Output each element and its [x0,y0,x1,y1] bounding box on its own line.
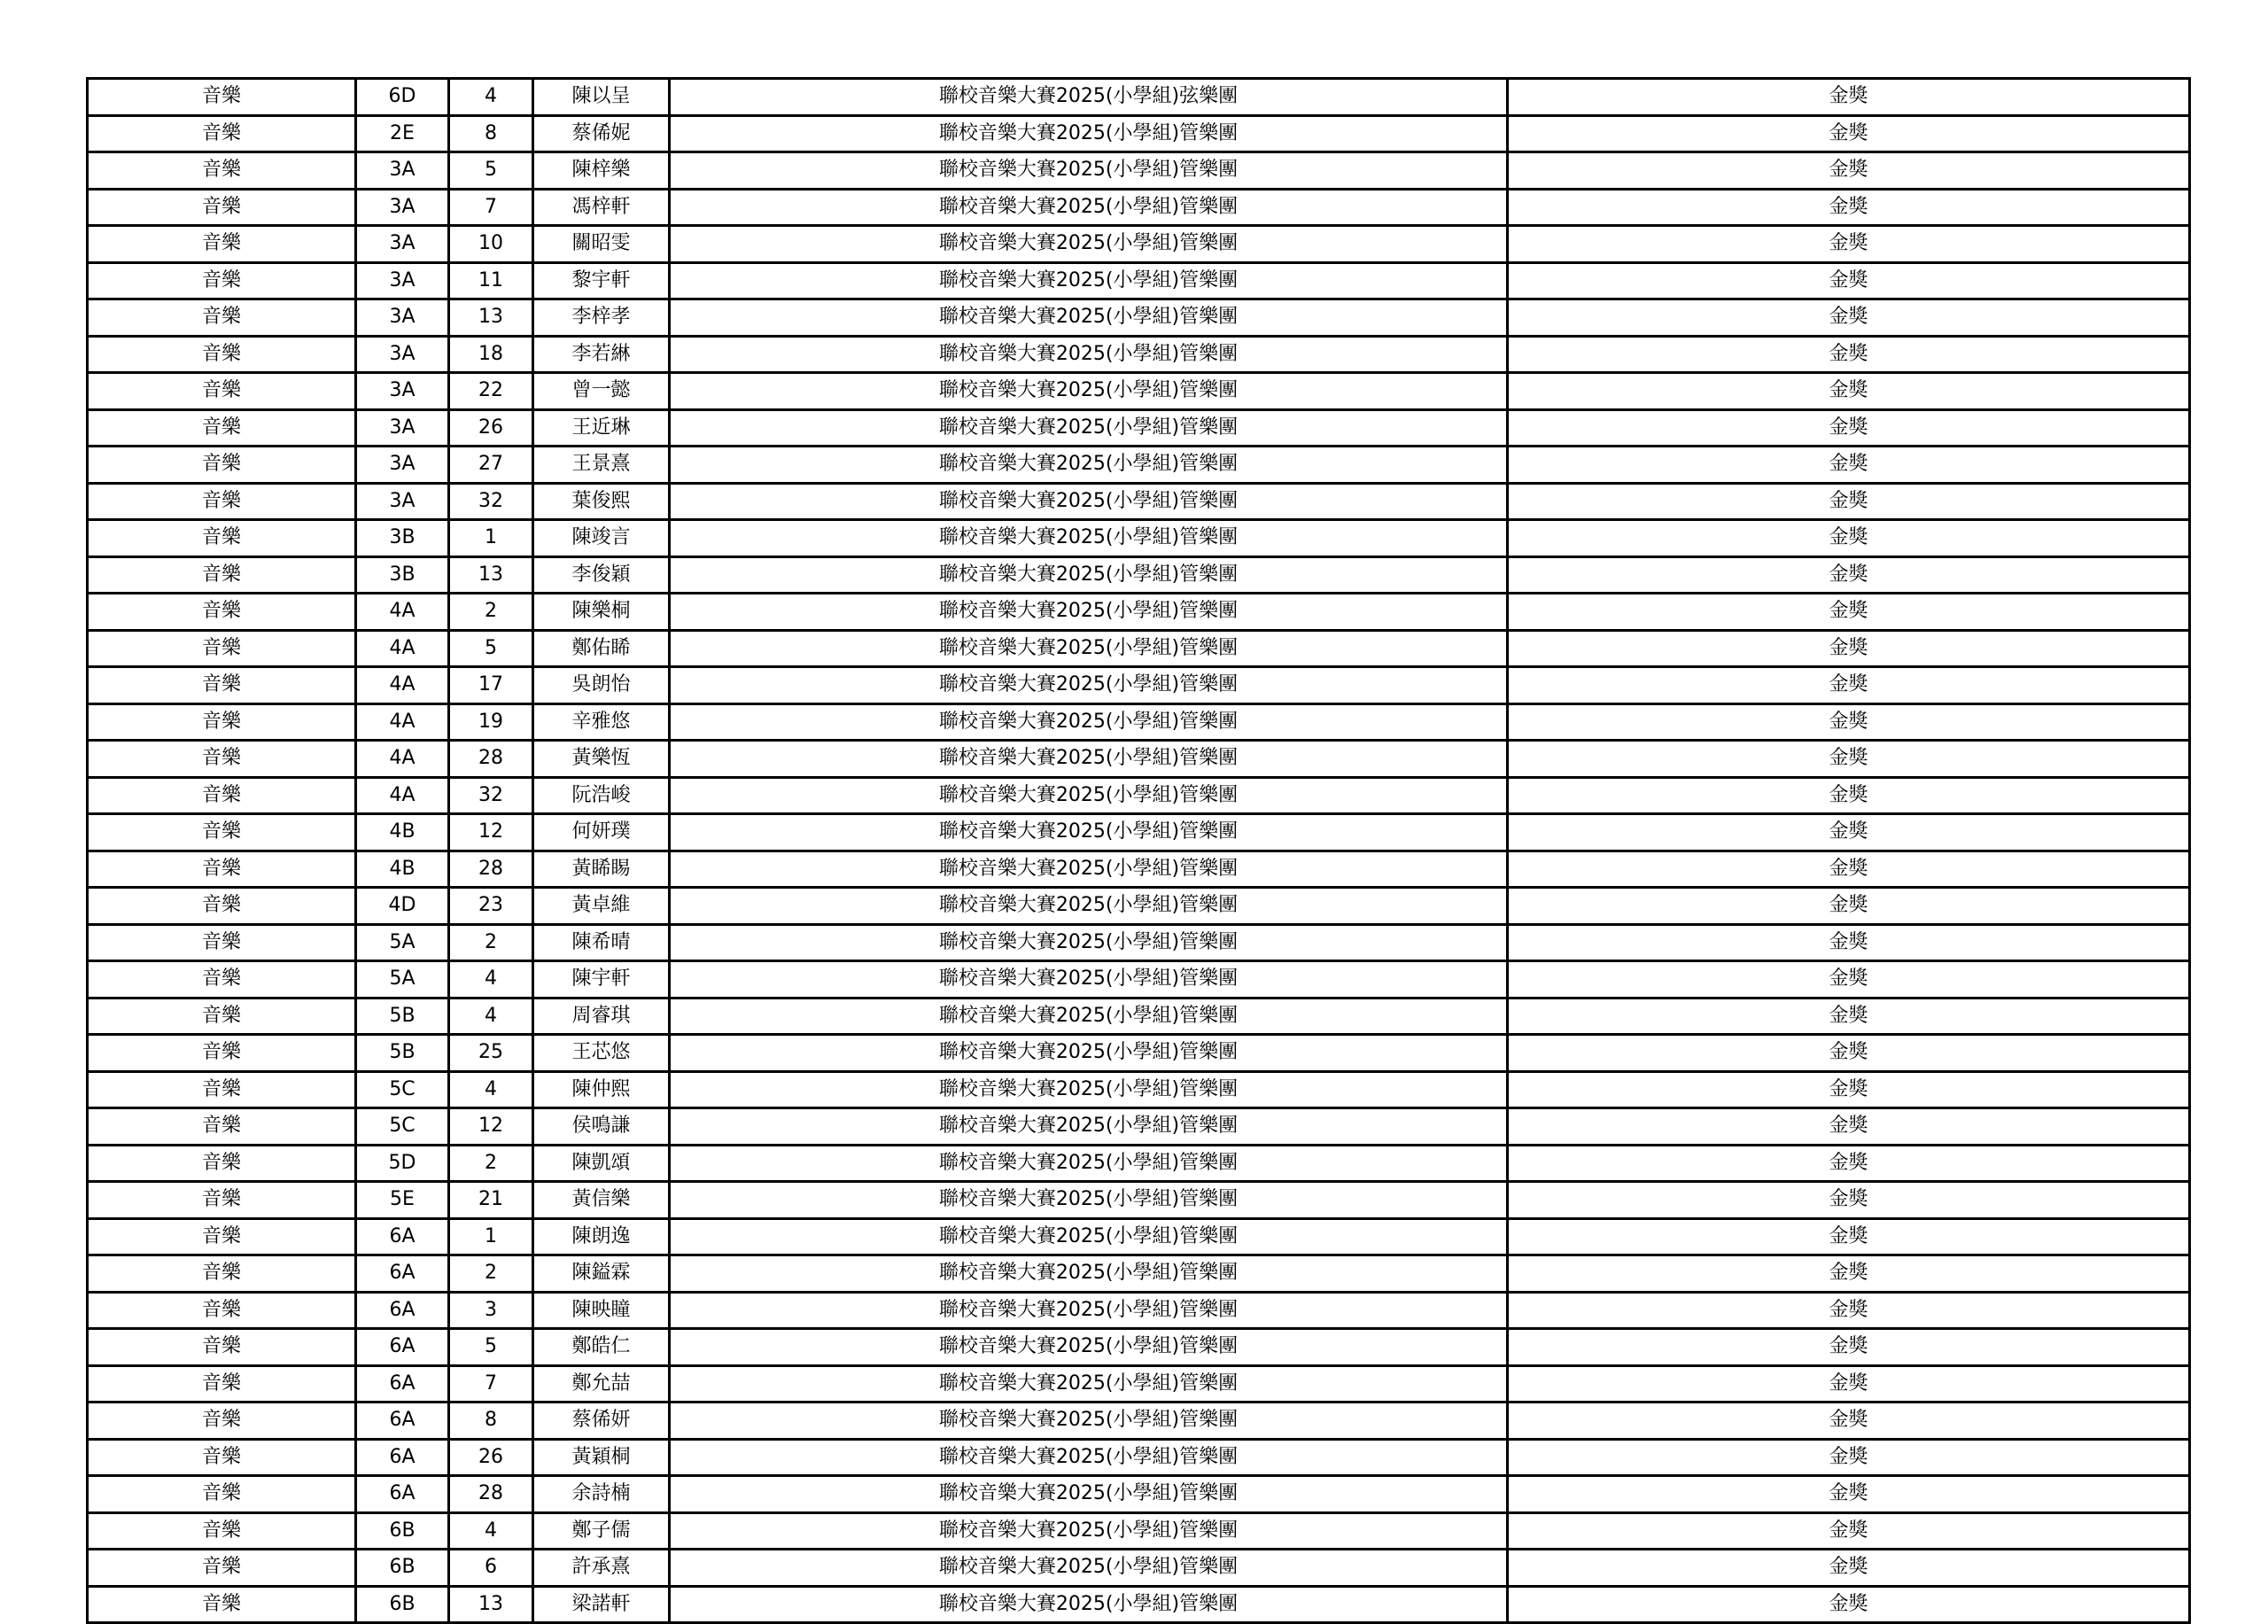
student-name-cell: 阮浩峻 [533,777,670,814]
table-row [88,814,2190,851]
award-cell: 金獎 [1508,630,2190,667]
class-cell: 6A [356,1439,449,1476]
subject-cell: 音樂 [88,189,356,226]
competition-cell: 聯校音樂大賽2025(小學組)管樂團 [670,851,1508,888]
table-row [88,556,2190,594]
table-row [88,1329,2190,1366]
student-name-cell: 李若綝 [533,336,670,373]
table-row [88,594,2190,631]
class-number-cell: 8 [449,1403,533,1440]
class-cell: 6A [356,1292,449,1329]
competition-cell: 聯校音樂大賽2025(小學組)管樂團 [670,1439,1508,1476]
subject-cell: 音樂 [88,667,356,704]
class-number-cell: 13 [449,556,533,594]
award-cell: 金獎 [1508,1586,2190,1623]
class-cell: 3A [356,409,449,447]
table-row [88,1365,2190,1403]
class-cell: 3A [356,447,449,484]
award-cell: 金獎 [1508,1439,2190,1476]
competition-cell: 聯校音樂大賽2025(小學組)管樂團 [670,1292,1508,1329]
table-row [88,115,2190,152]
student-name-cell: 何妍璞 [533,814,670,851]
subject-cell: 音樂 [88,851,356,888]
award-cell: 金獎 [1508,299,2190,337]
award-cell: 金獎 [1508,888,2190,925]
subject-cell: 音樂 [88,703,356,741]
award-cell: 金獎 [1508,409,2190,447]
award-cell: 金獎 [1508,998,2190,1035]
award-cell: 金獎 [1508,1292,2190,1329]
competition-cell: 聯校音樂大賽2025(小學組)管樂團 [670,556,1508,594]
subject-cell: 音樂 [88,1218,356,1255]
class-cell: 6B [356,1512,449,1550]
competition-cell: 聯校音樂大賽2025(小學組)管樂團 [670,1108,1508,1146]
class-cell: 5A [356,924,449,961]
subject-cell: 音樂 [88,1292,356,1329]
table-row [88,299,2190,337]
award-cell: 金獎 [1508,447,2190,484]
class-number-cell: 26 [449,1439,533,1476]
class-cell: 6A [356,1255,449,1293]
table-row [88,1550,2190,1587]
award-cell: 金獎 [1508,1182,2190,1219]
class-cell: 4A [356,630,449,667]
class-number-cell: 1 [449,1218,533,1255]
class-cell: 5B [356,998,449,1035]
class-number-cell: 12 [449,814,533,851]
competition-cell: 聯校音樂大賽2025(小學組)管樂團 [670,630,1508,667]
class-cell: 6A [356,1476,449,1513]
table-row [88,373,2190,410]
class-cell: 3B [356,520,449,557]
subject-cell: 音樂 [88,814,356,851]
award-table [86,77,2191,1624]
award-cell: 金獎 [1508,1550,2190,1587]
subject-cell: 音樂 [88,373,356,410]
subject-cell: 音樂 [88,998,356,1035]
class-number-cell: 22 [449,373,533,410]
subject-cell: 音樂 [88,1550,356,1587]
class-cell: 3A [356,299,449,337]
class-cell: 3A [356,483,449,520]
competition-cell: 聯校音樂大賽2025(小學組)管樂團 [670,667,1508,704]
competition-cell: 聯校音樂大賽2025(小學組)管樂團 [670,299,1508,337]
class-number-cell: 19 [449,703,533,741]
class-number-cell: 4 [449,79,533,116]
competition-cell: 聯校音樂大賽2025(小學組)管樂團 [670,888,1508,925]
table-row [88,1292,2190,1329]
subject-cell: 音樂 [88,1403,356,1440]
class-number-cell: 7 [449,1365,533,1403]
student-name-cell: 許承熹 [533,1550,670,1587]
table-row [88,924,2190,961]
class-number-cell: 11 [449,262,533,299]
award-cell: 金獎 [1508,1255,2190,1293]
class-cell: 3A [356,262,449,299]
competition-cell: 聯校音樂大賽2025(小學組)管樂團 [670,1255,1508,1293]
student-name-cell: 蔡俙妍 [533,1403,670,1440]
subject-cell: 音樂 [88,1586,356,1623]
award-cell: 金獎 [1508,115,2190,152]
class-cell: 6B [356,1586,449,1623]
competition-cell: 聯校音樂大賽2025(小學組)管樂團 [670,189,1508,226]
subject-cell: 音樂 [88,262,356,299]
subject-cell: 音樂 [88,226,356,263]
award-cell: 金獎 [1508,1035,2190,1072]
class-number-cell: 4 [449,1512,533,1550]
subject-cell: 音樂 [88,336,356,373]
class-number-cell: 12 [449,1108,533,1146]
competition-cell: 聯校音樂大賽2025(小學組)管樂團 [670,1476,1508,1513]
class-cell: 6D [356,79,449,116]
class-number-cell: 8 [449,115,533,152]
class-number-cell: 13 [449,1586,533,1623]
competition-cell: 聯校音樂大賽2025(小學組)管樂團 [670,373,1508,410]
award-cell: 金獎 [1508,741,2190,778]
subject-cell: 音樂 [88,1035,356,1072]
competition-cell: 聯校音樂大賽2025(小學組)管樂團 [670,1550,1508,1587]
award-cell: 金獎 [1508,152,2190,190]
class-number-cell: 4 [449,998,533,1035]
student-name-cell: 李梓孝 [533,299,670,337]
student-name-cell: 葉俊熙 [533,483,670,520]
student-name-cell: 陳凱頌 [533,1145,670,1182]
competition-cell: 聯校音樂大賽2025(小學組)管樂團 [670,741,1508,778]
competition-cell: 聯校音樂大賽2025(小學組)弦樂團 [670,79,1508,116]
class-number-cell: 23 [449,888,533,925]
subject-cell: 音樂 [88,924,356,961]
class-number-cell: 25 [449,1035,533,1072]
competition-cell: 聯校音樂大賽2025(小學組)管樂團 [670,703,1508,741]
award-cell: 金獎 [1508,777,2190,814]
competition-cell: 聯校音樂大賽2025(小學組)管樂團 [670,1145,1508,1182]
student-name-cell: 蔡俙妮 [533,115,670,152]
table-row [88,262,2190,299]
table-row [88,851,2190,888]
class-cell: 4B [356,814,449,851]
class-cell: 6B [356,1550,449,1587]
class-cell: 3B [356,556,449,594]
class-cell: 3A [356,373,449,410]
student-name-cell: 吳朗怡 [533,667,670,704]
class-cell: 4D [356,888,449,925]
table-row [88,777,2190,814]
table-row [88,447,2190,484]
competition-cell: 聯校音樂大賽2025(小學組)管樂團 [670,1071,1508,1108]
class-cell: 6A [356,1218,449,1255]
table-row [88,483,2190,520]
subject-cell: 音樂 [88,1365,356,1403]
competition-cell: 聯校音樂大賽2025(小學組)管樂團 [670,594,1508,631]
competition-cell: 聯校音樂大賽2025(小學組)管樂團 [670,1218,1508,1255]
award-cell: 金獎 [1508,667,2190,704]
award-cell: 金獎 [1508,1365,2190,1403]
class-number-cell: 2 [449,1255,533,1293]
student-name-cell: 陳梓樂 [533,152,670,190]
class-number-cell: 32 [449,777,533,814]
class-number-cell: 5 [449,630,533,667]
table-row [88,630,2190,667]
table-row [88,1182,2190,1219]
competition-cell: 聯校音樂大賽2025(小學組)管樂團 [670,1182,1508,1219]
student-name-cell: 陳朗逸 [533,1218,670,1255]
award-cell: 金獎 [1508,1403,2190,1440]
subject-cell: 音樂 [88,447,356,484]
student-name-cell: 陳映瞳 [533,1292,670,1329]
table-row [88,1476,2190,1513]
award-cell: 金獎 [1508,1476,2190,1513]
subject-cell: 音樂 [88,1108,356,1146]
student-name-cell: 黃信樂 [533,1182,670,1219]
subject-cell: 音樂 [88,409,356,447]
subject-cell: 音樂 [88,1255,356,1293]
class-number-cell: 32 [449,483,533,520]
class-number-cell: 28 [449,1476,533,1513]
student-name-cell: 周睿琪 [533,998,670,1035]
student-name-cell: 鄭允喆 [533,1365,670,1403]
student-name-cell: 黃樂恆 [533,741,670,778]
student-name-cell: 王景熹 [533,447,670,484]
class-cell: 4A [356,777,449,814]
student-name-cell: 陳希晴 [533,924,670,961]
award-cell: 金獎 [1508,556,2190,594]
award-cell: 金獎 [1508,189,2190,226]
competition-cell: 聯校音樂大賽2025(小學組)管樂團 [670,115,1508,152]
award-cell: 金獎 [1508,226,2190,263]
class-cell: 4A [356,741,449,778]
table-row [88,703,2190,741]
class-number-cell: 2 [449,1145,533,1182]
competition-cell: 聯校音樂大賽2025(小學組)管樂團 [670,924,1508,961]
award-table-body [88,79,2190,1623]
table-row [88,1512,2190,1550]
subject-cell: 音樂 [88,1439,356,1476]
class-cell: 5B [356,1035,449,1072]
table-row [88,667,2190,704]
award-cell: 金獎 [1508,1145,2190,1182]
subject-cell: 音樂 [88,1182,356,1219]
class-cell: 4A [356,703,449,741]
student-name-cell: 余詩楠 [533,1476,670,1513]
class-number-cell: 26 [449,409,533,447]
competition-cell: 聯校音樂大賽2025(小學組)管樂團 [670,447,1508,484]
award-cell: 金獎 [1508,594,2190,631]
award-cell: 金獎 [1508,814,2190,851]
subject-cell: 音樂 [88,961,356,998]
student-name-cell: 曾一懿 [533,373,670,410]
competition-cell: 聯校音樂大賽2025(小學組)管樂團 [670,1365,1508,1403]
table-row [88,741,2190,778]
competition-cell: 聯校音樂大賽2025(小學組)管樂團 [670,814,1508,851]
award-cell: 金獎 [1508,483,2190,520]
subject-cell: 音樂 [88,777,356,814]
table-row [88,409,2190,447]
award-cell: 金獎 [1508,336,2190,373]
competition-cell: 聯校音樂大賽2025(小學組)管樂團 [670,998,1508,1035]
class-number-cell: 2 [449,924,533,961]
award-cell: 金獎 [1508,924,2190,961]
award-cell: 金獎 [1508,703,2190,741]
class-number-cell: 5 [449,1329,533,1366]
table-row [88,226,2190,263]
class-number-cell: 4 [449,1071,533,1108]
subject-cell: 音樂 [88,299,356,337]
student-name-cell: 鄭佑睎 [533,630,670,667]
subject-cell: 音樂 [88,888,356,925]
class-number-cell: 28 [449,741,533,778]
class-number-cell: 3 [449,1292,533,1329]
table-row [88,1071,2190,1108]
subject-cell: 音樂 [88,115,356,152]
student-name-cell: 陳仲熙 [533,1071,670,1108]
class-cell: 5A [356,961,449,998]
subject-cell: 音樂 [88,741,356,778]
award-cell: 金獎 [1508,961,2190,998]
class-number-cell: 21 [449,1182,533,1219]
student-name-cell: 馮梓軒 [533,189,670,226]
subject-cell: 音樂 [88,594,356,631]
class-number-cell: 2 [449,594,533,631]
table-row [88,1108,2190,1146]
subject-cell: 音樂 [88,152,356,190]
competition-cell: 聯校音樂大賽2025(小學組)管樂團 [670,1512,1508,1550]
table-row [88,1145,2190,1182]
table-row [88,336,2190,373]
award-cell: 金獎 [1508,1108,2190,1146]
award-cell: 金獎 [1508,373,2190,410]
class-cell: 5D [356,1145,449,1182]
competition-cell: 聯校音樂大賽2025(小學組)管樂團 [670,483,1508,520]
award-cell: 金獎 [1508,851,2190,888]
class-cell: 6A [356,1403,449,1440]
award-cell: 金獎 [1508,262,2190,299]
class-cell: 6A [356,1329,449,1366]
competition-cell: 聯校音樂大賽2025(小學組)管樂團 [670,961,1508,998]
competition-cell: 聯校音樂大賽2025(小學組)管樂團 [670,1329,1508,1366]
table-row [88,1403,2190,1440]
table-row [88,1035,2190,1072]
student-name-cell: 侯鳴謙 [533,1108,670,1146]
student-name-cell: 梁諾軒 [533,1586,670,1623]
competition-cell: 聯校音樂大賽2025(小學組)管樂團 [670,1403,1508,1440]
subject-cell: 音樂 [88,483,356,520]
student-name-cell: 黎宇軒 [533,262,670,299]
table-row [88,1586,2190,1623]
subject-cell: 音樂 [88,1145,356,1182]
competition-cell: 聯校音樂大賽2025(小學組)管樂團 [670,336,1508,373]
subject-cell: 音樂 [88,1071,356,1108]
class-cell: 3A [356,336,449,373]
award-cell: 金獎 [1508,1071,2190,1108]
subject-cell: 音樂 [88,630,356,667]
award-cell: 金獎 [1508,1512,2190,1550]
award-cell: 金獎 [1508,1329,2190,1366]
award-cell: 金獎 [1508,520,2190,557]
subject-cell: 音樂 [88,1476,356,1513]
table-row [88,961,2190,998]
student-name-cell: 陳竣言 [533,520,670,557]
competition-cell: 聯校音樂大賽2025(小學組)管樂團 [670,226,1508,263]
award-cell: 金獎 [1508,1218,2190,1255]
table-row [88,152,2190,190]
class-cell: 3A [356,152,449,190]
student-name-cell: 黃卓維 [533,888,670,925]
table-row [88,1218,2190,1255]
student-name-cell: 黃睎睗 [533,851,670,888]
class-cell: 4A [356,667,449,704]
class-number-cell: 1 [449,520,533,557]
class-cell: 3A [356,189,449,226]
class-cell: 2E [356,115,449,152]
class-number-cell: 13 [449,299,533,337]
class-number-cell: 6 [449,1550,533,1587]
class-number-cell: 5 [449,152,533,190]
class-number-cell: 27 [449,447,533,484]
subject-cell: 音樂 [88,556,356,594]
student-name-cell: 鄭子儒 [533,1512,670,1550]
student-name-cell: 鄭皓仁 [533,1329,670,1366]
student-name-cell: 陳樂桐 [533,594,670,631]
class-number-cell: 4 [449,961,533,998]
class-number-cell: 10 [449,226,533,263]
competition-cell: 聯校音樂大賽2025(小學組)管樂團 [670,520,1508,557]
student-name-cell: 陳以呈 [533,79,670,116]
subject-cell: 音樂 [88,520,356,557]
class-cell: 5C [356,1108,449,1146]
table-row [88,998,2190,1035]
subject-cell: 音樂 [88,1512,356,1550]
competition-cell: 聯校音樂大賽2025(小學組)管樂團 [670,1035,1508,1072]
class-cell: 4A [356,594,449,631]
table-row [88,888,2190,925]
competition-cell: 聯校音樂大賽2025(小學組)管樂團 [670,1586,1508,1623]
table-row [88,189,2190,226]
competition-cell: 聯校音樂大賽2025(小學組)管樂團 [670,152,1508,190]
class-number-cell: 17 [449,667,533,704]
student-name-cell: 關昭雯 [533,226,670,263]
class-cell: 5C [356,1071,449,1108]
award-cell: 金獎 [1508,79,2190,116]
table-row [88,520,2190,557]
student-name-cell: 王芯悠 [533,1035,670,1072]
subject-cell: 音樂 [88,79,356,116]
student-name-cell: 黃穎桐 [533,1439,670,1476]
class-number-cell: 28 [449,851,533,888]
student-name-cell: 李俊穎 [533,556,670,594]
student-name-cell: 陳鎰霖 [533,1255,670,1293]
competition-cell: 聯校音樂大賽2025(小學組)管樂團 [670,777,1508,814]
student-name-cell: 陳宇軒 [533,961,670,998]
competition-cell: 聯校音樂大賽2025(小學組)管樂團 [670,409,1508,447]
table-row [88,79,2190,116]
class-cell: 3A [356,226,449,263]
competition-cell: 聯校音樂大賽2025(小學組)管樂團 [670,262,1508,299]
class-cell: 5E [356,1182,449,1219]
class-number-cell: 18 [449,336,533,373]
student-name-cell: 王近琳 [533,409,670,447]
class-number-cell: 7 [449,189,533,226]
student-name-cell: 辛雅悠 [533,703,670,741]
table-row [88,1255,2190,1293]
subject-cell: 音樂 [88,1329,356,1366]
table-row [88,1439,2190,1476]
class-cell: 6A [356,1365,449,1403]
class-cell: 4B [356,851,449,888]
